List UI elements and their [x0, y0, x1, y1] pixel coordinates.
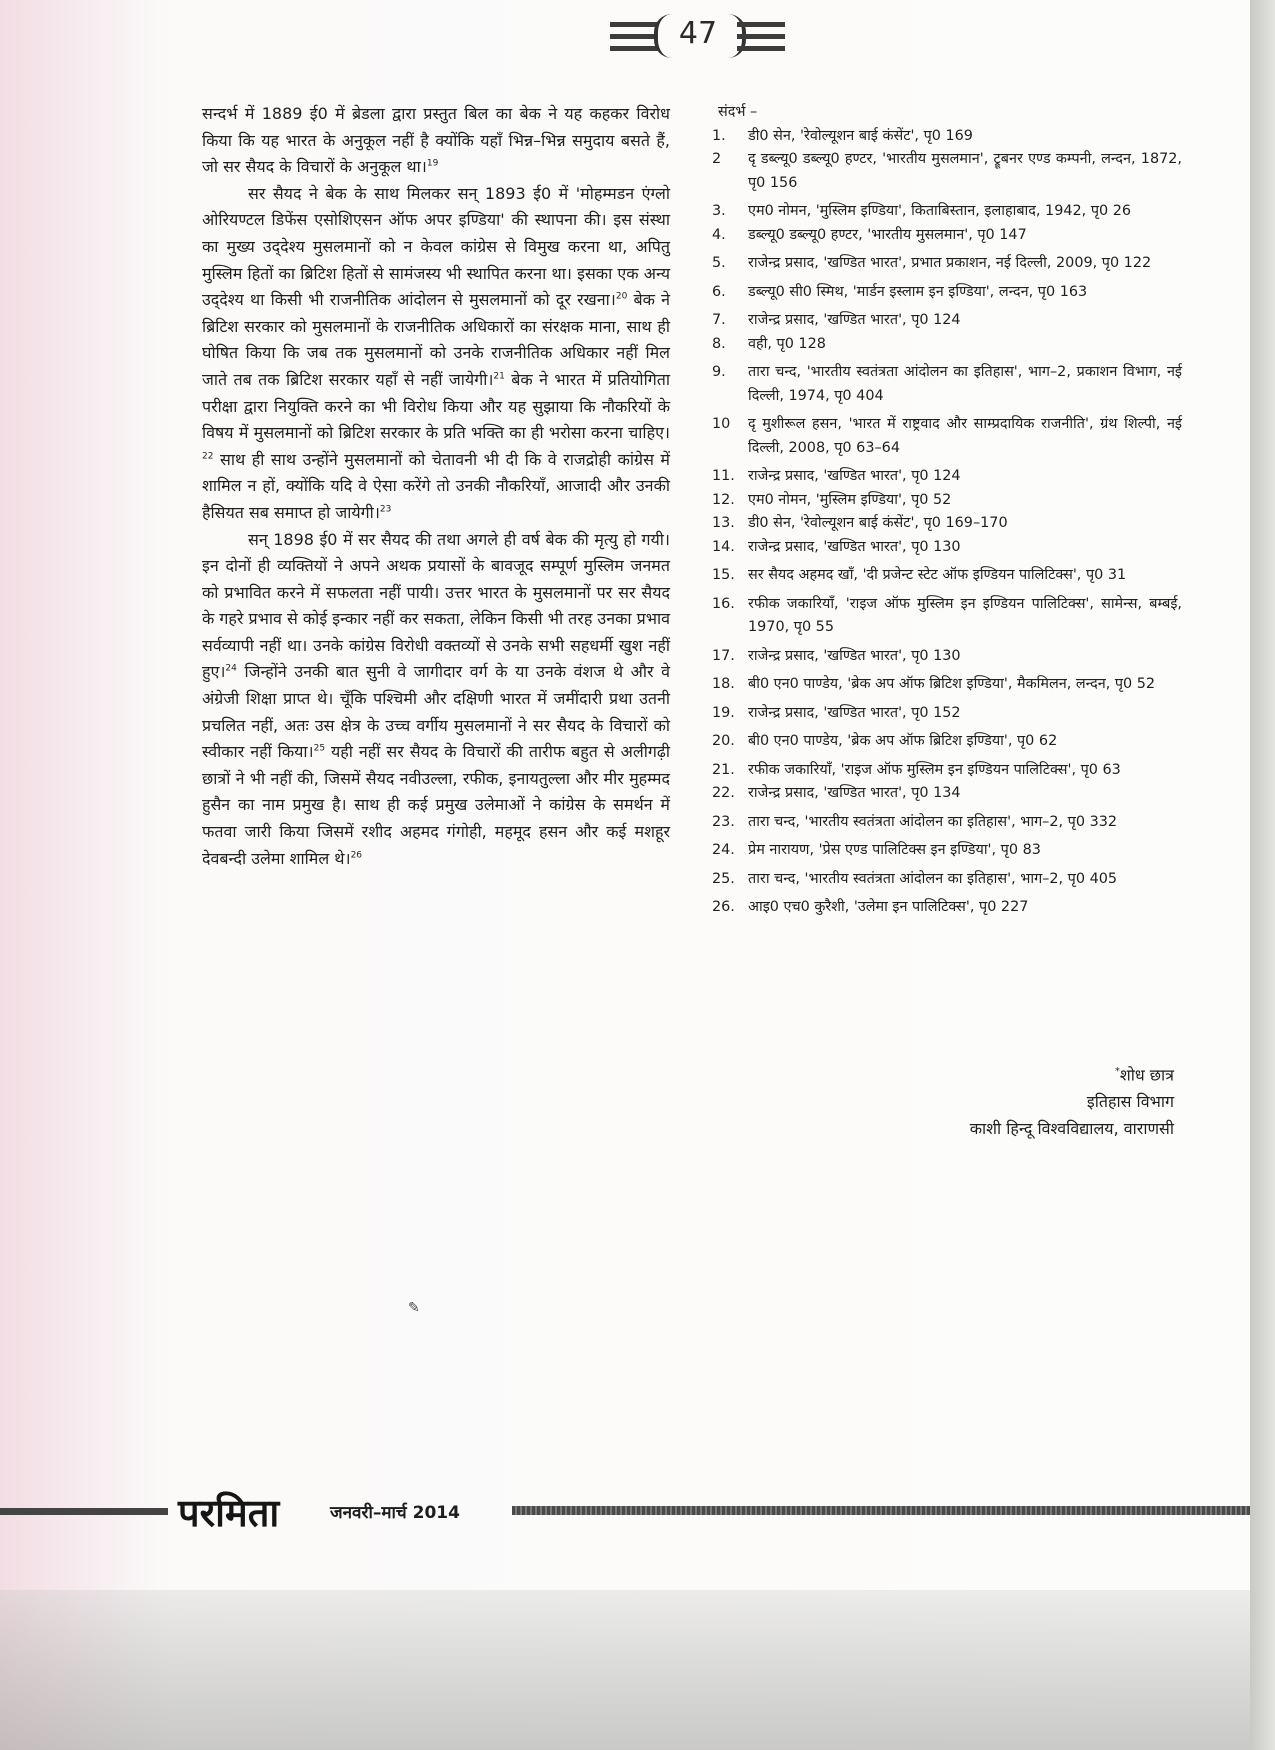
reference-number: 17. — [712, 647, 735, 664]
reference-number: 12. — [712, 491, 735, 508]
reference-text: डी0 सेन, 'रेवोल्यूशन बाई कंसेंट', पृ0 169–170 — [748, 515, 1008, 531]
reference-text: डब्ल्यू0 डब्ल्यू0 हण्टर, 'भारतीय मुसलमान', पृ0 147 — [748, 226, 1027, 243]
reference-item — [712, 512, 1182, 536]
reference-item — [712, 224, 1182, 248]
author-affiliation — [880, 1058, 1174, 1142]
journal-title: परमिता — [178, 1491, 280, 1535]
reference-number: 25. — [712, 870, 735, 887]
reference-number: 26. — [712, 899, 735, 915]
reference-item — [712, 593, 1182, 640]
reference-item — [712, 200, 1182, 224]
scan-shadow — [0, 1590, 1250, 1750]
reference-number: 9. — [712, 364, 726, 380]
reference-item — [712, 782, 1182, 806]
page-number: 47 — [678, 16, 718, 51]
reference-text: आइ0 एच0 कुरैशी, 'उलेमा इन पालिटिक्स', पृ0 227 — [748, 899, 1029, 915]
reference-number: 16. — [712, 595, 735, 612]
reference-number: 1. — [712, 127, 726, 144]
reference-text: दृ मुशीरूल हसन, 'भारत में राष्ट्रवाद और साम्प्रदायिक राजनीति', ग्रंथ शिल्पी, नई दिल्ली, 2008, पृ0 63–64 — [748, 416, 1182, 456]
reference-number: 6. — [712, 283, 726, 300]
reference-item — [712, 413, 1182, 460]
author-marker: * — [1114, 1066, 1120, 1077]
reference-text: दृ डब्ल्यू0 डब्ल्यू0 हण्टर, 'भारतीय मुसलमान', ट्रूबनर एण्ड कम्पनी, लन्दन, 1872, पृ0 156 — [748, 151, 1182, 191]
reference-text: वही, पृ0 128 — [748, 335, 826, 352]
reference-text: तारा चन्द, 'भारतीय स्वतंत्रता आंदोलन का इतिहास', भाग–2, पृ0 405 — [748, 870, 1118, 887]
stray-mark: ✎ — [408, 1300, 420, 1316]
reference-number: 3. — [712, 203, 726, 219]
page-header — [610, 14, 785, 60]
reference-item — [712, 896, 1182, 920]
reference-text: रफीक जकारियाँ, 'राइज ऑफ मुस्लिम इन इण्डियन पालिटिक्स', पृ0 63 — [748, 761, 1121, 778]
reference-item — [712, 730, 1182, 754]
references-title: संदर्भ – — [718, 104, 758, 120]
footnote-ref: 22 — [202, 451, 214, 462]
reference-item — [712, 702, 1182, 726]
reference-item — [712, 673, 1182, 697]
reference-item — [712, 536, 1182, 560]
reference-text: एम0 नोमन, 'मुस्लिम इण्डिया', किताबिस्तान, इलाहाबाद, 1942, पृ0 26 — [748, 203, 1132, 219]
reference-text: राजेन्द्र प्रसाद, 'खण्डित भारत', पृ0 124 — [748, 468, 961, 484]
reference-item — [712, 281, 1182, 305]
author-role: शोध छात्र — [1119, 1065, 1174, 1085]
reference-item — [712, 125, 1182, 149]
reference-item — [712, 333, 1182, 357]
reference-item — [712, 361, 1182, 408]
references-list — [712, 125, 1182, 920]
journal-issue: जनवरी–मार्च 2014 — [330, 1503, 460, 1523]
author-institution: काशी हिन्दू विश्वविद्यालय, वाराणसी — [969, 1119, 1174, 1139]
reference-number: 8. — [712, 335, 726, 352]
reference-item — [712, 839, 1182, 863]
reference-text: राजेन्द्र प्रसाद, 'खण्डित भारत', पृ0 130 — [748, 538, 961, 555]
reference-item — [712, 465, 1182, 489]
reference-item — [712, 759, 1182, 783]
reference-text: डी0 सेन, 'रेवोल्यूशन बाई कंसेंट', पृ0 169 — [748, 127, 973, 144]
reference-number: 4. — [712, 226, 726, 243]
reference-text: राजेन्द्र प्रसाद, 'खण्डित भारत', पृ0 130 — [748, 647, 961, 664]
paragraph: सर सैयद ने बेक के साथ मिलकर सन् 1893 ई0 में 'मोहम्मडन एंग्लो ओरियण्टल डिफेंस एसोशिएसन ऑफ अपर इण्डिया' की स्थापना की। इस संस्था का मुख्य उद्‌देश्य मुसलमानों को न केवल कांग्रेस से विमुख करना था, अपितु मुस्लिम हितों का ब्रिटिश हितों से सामंजस्य भी स्थापित करना था। इसका एक अन्य उद्‌देश्य था किसी भी राजनीतिक आंदोलन से मुसलमानों को दूर रखना।$^{20}$ बेक ने ब्रिटिश सरकार को मुसलमानों के राजनीतिक अधिकारों का संरक्षक माना, साथ ही घोषित किया कि जब तक मुसलमानों को उनके राजनीतिक अधिकार नहीं मिल जाते तब तक ब्रिटिश सरकार यहाँ से नहीं जायेगी।$^{21}$ बेक ने भारत में प्रतियोगिता परीक्षा द्वारा नियुक्ति करने का भी विरोध किया और यह सुझाया कि नौकरियों के विषय में मुसलमानों को ब्रिटिश सरकार के प्रति भक्ति का ही भरोसा करना चाहिए।$^{22}$ साथ ही साथ उन्होंने मुसलमानों को चेतावनी भी दी कि वे राजद्रोही कांग्रेस में शामिल न हों, क्योंकि यदि वे ऐसा करेंगे तो उनकी नौकरियाँ, आजादी और उनकी हैसियत सब समाप्त हो जायेगी।$^{23}$ — [202, 183, 671, 522]
reference-item — [712, 811, 1182, 835]
reference-number: 20. — [712, 733, 735, 749]
reference-text: तारा चन्द, 'भारतीय स्वतंत्रता आंदोलन का इतिहास', भाग–2, प्रकाशन विभाग, नई दिल्ली, 1974, पृ0 404 — [748, 364, 1182, 404]
footer-rule — [512, 1506, 1250, 1515]
reference-item — [712, 564, 1182, 588]
footnote-ref: 26 — [350, 850, 363, 861]
header-ornament-right — [737, 22, 785, 58]
reference-text: तारा चन्द, 'भारतीय स्वतंत्रता आंदोलन का इतिहास', भाग–2, पृ0 332 — [748, 813, 1118, 830]
footnote-ref: 21 — [493, 371, 505, 382]
reference-item — [712, 252, 1182, 276]
reference-number: 21. — [712, 761, 735, 778]
header-ornament-left — [610, 22, 658, 58]
reference-number: 18. — [712, 676, 735, 692]
footnote-ref: 23 — [379, 504, 392, 515]
page-edge-shadow — [1250, 0, 1275, 1750]
reference-number: 5. — [712, 255, 726, 271]
reference-number: 24. — [712, 842, 735, 858]
footnote-ref: 20 — [615, 291, 628, 302]
reference-text: एम0 नोमन, 'मुस्लिम इण्डिया', पृ0 52 — [748, 491, 952, 508]
footnote-ref: 19 — [426, 158, 439, 169]
reference-item — [712, 645, 1182, 669]
reference-text: बी0 एन0 पाण्डेय, 'ब्रेक अप ऑफ ब्रिटिश इण्डिया', पृ0 62 — [748, 733, 1058, 749]
reference-item — [712, 309, 1182, 333]
reference-number: 7. — [712, 312, 726, 328]
reference-text: प्रेम नारायण, 'प्रेस एण्ड पालिटिक्स इन इण्डिया', पृ0 83 — [748, 842, 1041, 858]
reference-text: राजेन्द्र प्रसाद, 'खण्डित भारत', पृ0 124 — [748, 312, 961, 328]
footer-rule-left — [0, 1508, 168, 1515]
reference-text: राजेन्द्र प्रसाद, 'खण्डित भारत', पृ0 152 — [748, 704, 961, 721]
footnote-ref: 24 — [225, 664, 237, 675]
reference-item — [712, 868, 1182, 892]
reference-item — [712, 489, 1182, 513]
reference-number: 15. — [712, 567, 735, 583]
paragraph: सन्दर्भ में 1889 ई0 में ब्रेडला द्वारा प्रस्तुत बिल का बेक ने यह कहकर विरोध किया कि यह भारत के अनुकूल नहीं है क्योंकि यहाँ भिन्न–भिन्न समुदाय बसते हैं, जो सर सैयद के विचारों के अनुकूल था।$^{19}$ — [202, 104, 670, 177]
reference-number: 23. — [712, 813, 735, 830]
reference-number: 19. — [712, 704, 735, 721]
article-body — [202, 101, 670, 872]
reference-number: 10 — [712, 416, 731, 432]
reference-text: रफीक जकारियाँ, 'राइज ऑफ मुस्लिम इन इण्डियन पालिटिक्स', सामेन्स, बम्बई, 1970, पृ0 55 — [748, 595, 1182, 635]
references-section — [712, 101, 1182, 920]
reference-text: सर सैयद अहमद खाँ, 'दी प्रजेन्ट स्टेट ऑफ इण्डियन पालिटिक्स', पृ0 31 — [748, 567, 1127, 583]
reference-number: 14. — [712, 538, 735, 555]
reference-text: राजेन्द्र प्रसाद, 'खण्डित भारत', प्रभात प्रकाशन, नई दिल्ली, 2009, पृ0 122 — [748, 255, 1152, 271]
reference-number: 2 — [712, 151, 722, 167]
paragraph: सन् 1898 ई0 में सर सैयद की तथा अगले ही वर्ष बेक की मृत्यु हो गयी। इन दोनों ही व्यक्तियों ने अपने अथक प्रयासों के बावजूद सम्पूर्ण मुस्लिम जनमत को प्रभावित करने में सफलता नहीं पायी। उत्तर भारत के मुसलमानों पर सर सैयद के गहरे प्रभाव से कोई इन्कार नहीं कर सकता, लेकिन किसी भी तरह उनका प्रभाव सर्वव्यापी नहीं था। उनके कांग्रेस विरोधी वक्तव्यों से उनके सभी सहधर्मी खुश नहीं हुए।$^{24}$ जिन्होंने उनकी बात सुनी वे जागीदार वर्ग के या उनके वंशज थे और वे अंग्रेजी शिक्षा प्राप्त थे। चूँकि पश्चिमी और दक्षिणी भारत में जमींदारी प्रथा उतनी प्रचलित नहीं, अतः उस क्षेत्र के उच्च वर्गीय मुसलमानों ने सर सैयद के विचारों को स्वीकार नहीं किया।$^{25}$ यही नहीं सर सैयद के विचारों की तारीफ बहुत से अलीगढ़ी छात्रों ने भी नहीं की, जिसमें सैयद नवीउल्ला, रफीक, इनायतुल्ला और मीर मुहम्मद हुसैन का नाम प्रमुख है। साथ ही कई प्रमुख उलेमाओं ने कांग्रेस के समर्थन में फतवा जारी किया जिसमें रशीद अहमद गंगोही, महमूद हसन और कई मशहूर देवबन्दी उलेमा शामिल थे।$^{26}$ — [202, 529, 670, 868]
footnote-ref: 25 — [313, 743, 326, 754]
reference-text: बी0 एन0 पाण्डेय, 'ब्रेक अप ऑफ ब्रिटिश इण्डिया', मैकमिलन, लन्दन, पृ0 52 — [748, 676, 1156, 692]
reference-text: डब्ल्यू0 सी0 स्मिथ, 'मार्डन इस्लाम इन इण्डिया', लन्दन, पृ0 163 — [748, 283, 1088, 300]
reference-number: 13. — [712, 515, 735, 531]
reference-number: 22. — [712, 785, 735, 801]
author-department: इतिहास विभाग — [1086, 1092, 1174, 1112]
reference-text: राजेन्द्र प्रसाद, 'खण्डित भारत', पृ0 134 — [748, 785, 961, 801]
reference-item — [712, 148, 1182, 195]
reference-number: 11. — [712, 468, 735, 484]
